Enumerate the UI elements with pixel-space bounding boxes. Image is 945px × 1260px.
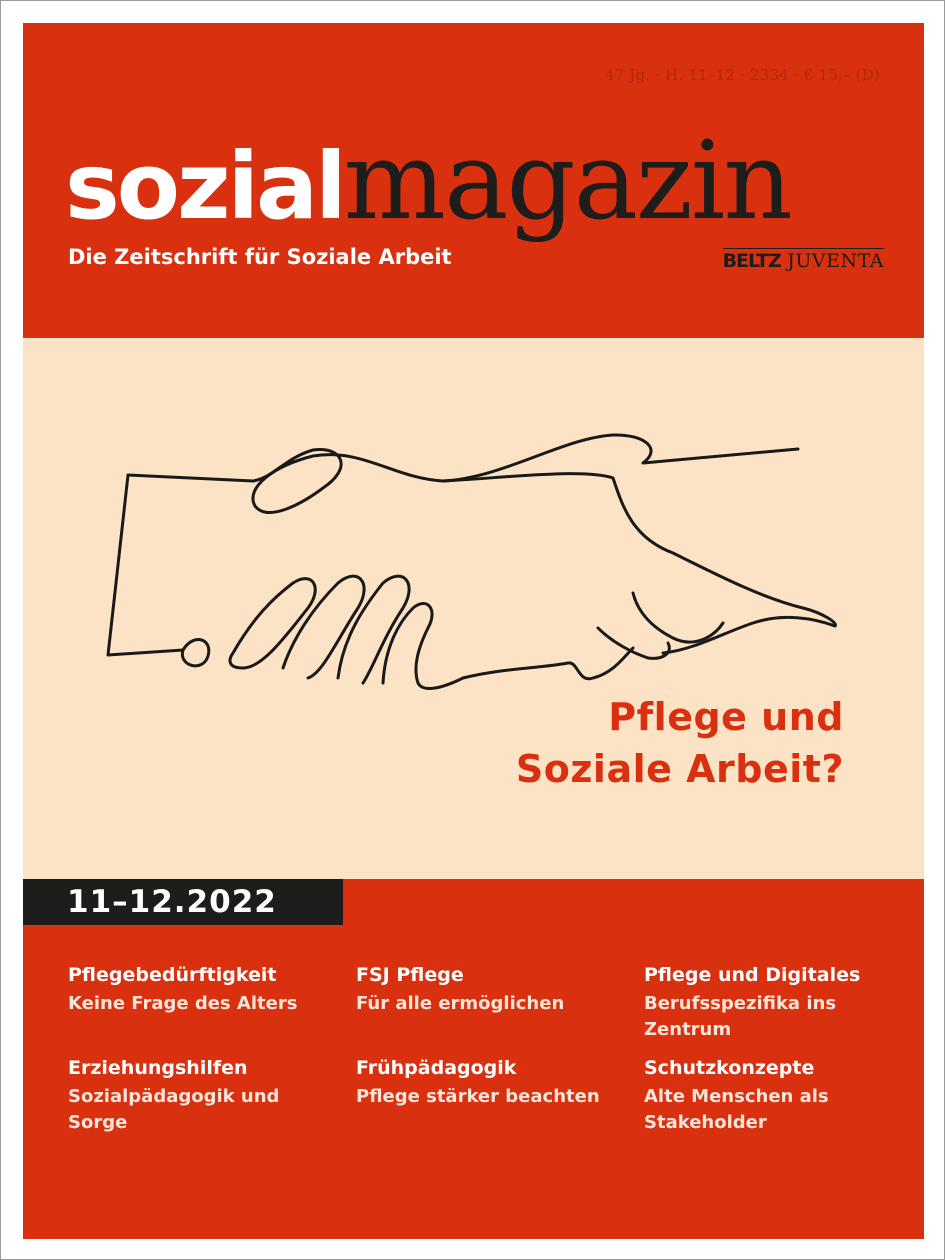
publisher-logo: [723, 248, 884, 272]
topic-description: Alte Menschen als Stakeholder: [644, 1086, 829, 1133]
masthead-subtitle: Die Zeitschrift für Soziale Arbeit: [68, 245, 452, 269]
topic-title: Schutzkonzepte: [644, 1057, 815, 1079]
magazine-cover: [23, 23, 924, 1239]
topic-description: Für alle ermöglichen: [356, 993, 565, 1014]
masthead-sozial: sozial: [65, 133, 344, 240]
topic-item: [356, 1054, 636, 1110]
topics-grid: [68, 961, 918, 1161]
publisher-beltz: BELTZ: [722, 250, 781, 272]
topic-description: Sozialpädagogik und Sorge: [68, 1086, 280, 1133]
handshake-line-drawing-icon: [23, 338, 924, 738]
headline-line-1: Pflege und: [608, 695, 844, 739]
topic-description: Berufsspezifika ins Zentrum: [644, 993, 837, 1040]
topic-description: Keine Frage des Alters: [68, 993, 298, 1014]
topic-title: FSJ Pflege: [356, 964, 464, 986]
topic-item: [644, 961, 924, 1043]
topic-item: [68, 1054, 308, 1136]
topic-title: Pflege und Digitales: [644, 964, 861, 986]
cover-headline: [516, 691, 844, 795]
topic-item: [644, 1054, 864, 1136]
issue-info: 47 Jg. · H. 11–12 · 2334 · € 15,– (D): [604, 66, 880, 84]
publisher-juventa: JUVENTA: [787, 250, 884, 272]
masthead-logo: [65, 119, 791, 259]
masthead-magazin: magazin: [343, 119, 791, 244]
topic-item: [68, 961, 348, 1017]
illustration-panel: [23, 338, 924, 879]
headline-line-2: Soziale Arbeit?: [515, 747, 844, 791]
topic-title: Frühpädagogik: [356, 1057, 517, 1079]
topic-title: Erziehungshilfen: [68, 1057, 248, 1079]
issue-date: 11–12.2022: [67, 884, 277, 920]
topic-item: [356, 961, 636, 1017]
topic-description: Pflege stärker beachten: [356, 1086, 600, 1107]
issue-date-bar: [23, 879, 343, 925]
topic-title: Pflegebedürftigkeit: [68, 964, 277, 986]
